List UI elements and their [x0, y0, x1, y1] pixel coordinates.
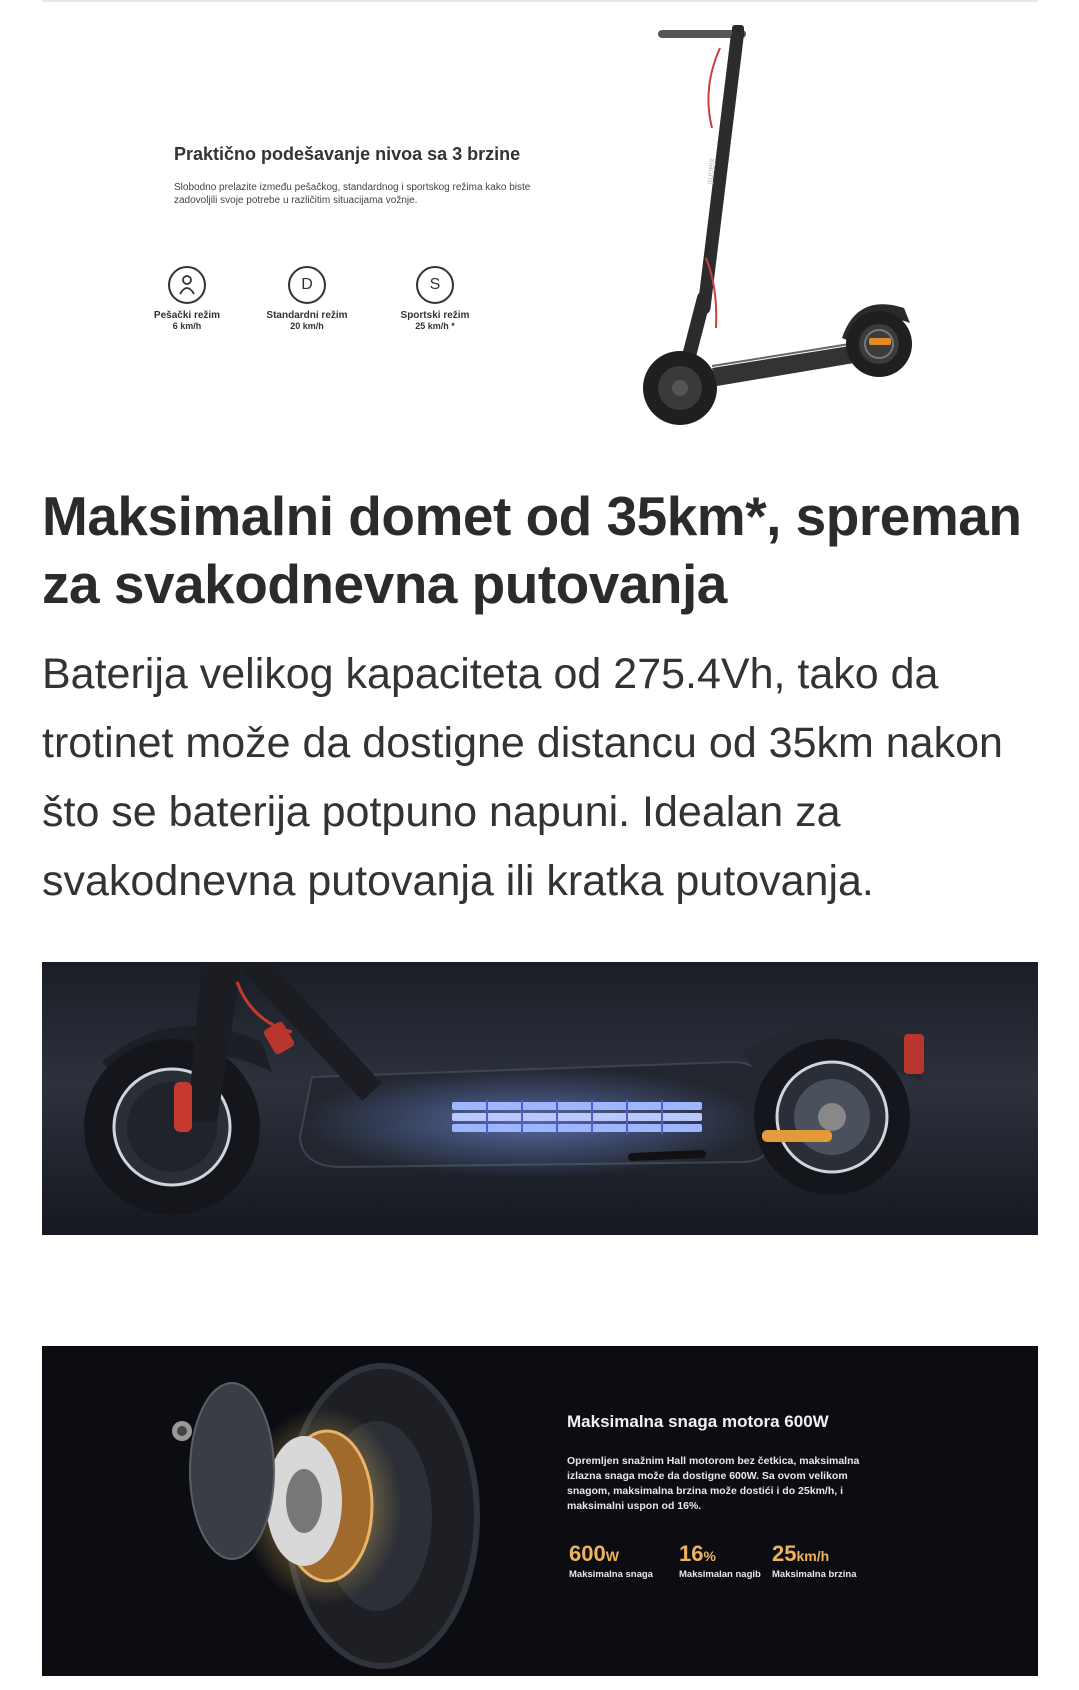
battery-banner-image [42, 962, 1038, 1235]
stat-value: 25 [772, 1541, 797, 1566]
mode-name: Sportski režim [400, 310, 470, 321]
scooter-product-image [632, 8, 1032, 463]
stat-value: 600 [569, 1541, 606, 1566]
stat-value: 16 [679, 1541, 704, 1566]
stat-speed [772, 1541, 862, 1581]
mode-sport [370, 266, 500, 331]
stat-label: Maksimalna brzina [772, 1569, 857, 1580]
brand-on-stem: xiaomi [705, 157, 718, 185]
pedestrian-icon [168, 266, 206, 304]
speed-modes-banner [42, 8, 1038, 463]
section-paragraph: Baterija velikog kapaciteta od 275.4Vh, tako da trotinet može da dostigne distancu od 35km nakon što se baterija potpuno napuni. Idealan za svakodnevna putovanja ili kratka putovanja. [42, 650, 1003, 905]
stat-label: Maksimalan nagib [679, 1569, 761, 1580]
mode-pedestrian [122, 266, 252, 331]
stat-unit: % [703, 1548, 716, 1564]
stat-unit: W [605, 1548, 619, 1564]
speed-banner-subtitle: Slobodno prelazite između pešačkog, standardnog i sportskog režima kako biste zadovoljili svoje potrebe u različitim situacijama vožnje. [174, 182, 531, 206]
speed-banner-title: Praktično podešavanje nivoa sa 3 brzine [174, 144, 521, 164]
stat-slope [679, 1541, 769, 1581]
stat-power [569, 1541, 659, 1581]
mode-standard [242, 266, 372, 331]
mode-speed: 25 km/h * [415, 321, 455, 331]
mode-speed: 6 km/h [172, 321, 202, 331]
top-divider [42, 0, 1038, 2]
mode-name: Standardni režim [266, 310, 348, 321]
motor-banner [42, 1346, 1038, 1676]
letter-d-icon: D [288, 266, 326, 304]
letter-s-icon: S [416, 266, 454, 304]
motor-banner-subtitle: Opremljen snažnim Hall motorom bez četkica, maksimalna izlazna snaga može da dostigne 600W. Sa ovom velikom snagom, maksimalna brzina može dostići i do 25km/h, i maksimalni uspon od 16%. [567, 1455, 860, 1512]
stat-label: Maksimalna snaga [569, 1569, 653, 1580]
battery-cells [452, 1100, 702, 1134]
stat-unit: km/h [796, 1548, 830, 1564]
mode-speed: 20 km/h [290, 321, 324, 331]
mode-name: Pešački režim [153, 310, 221, 321]
motor-banner-title: Maksimalna snaga motora 600W [567, 1412, 829, 1431]
section-heading: Maksimalni domet od 35km*, spreman za svakodnevna putovanja [42, 485, 1022, 615]
motor-exploded-image [42, 1346, 542, 1676]
